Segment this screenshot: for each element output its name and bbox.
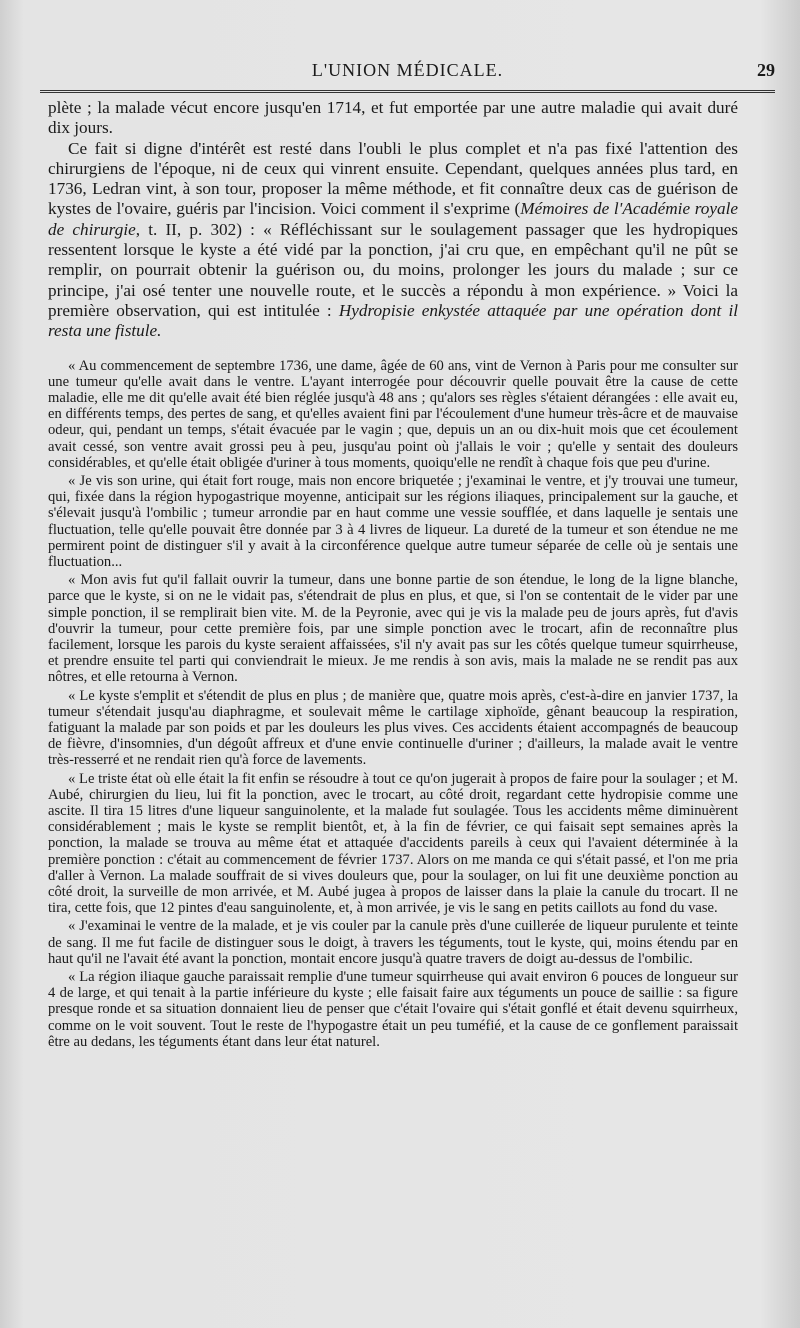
observation-paragraph: « La région iliaque gauche paraissait remplie d'une tumeur squirrheuse qui avait environ 6 pouces de longueur sur 4 de large, et qui tenait à la partie inférieure du kyste ; elle faisait faire aux téguments un pouce de saillie : sa figure presque ronde et sa situation donnaient lieu de penser que c'était l'ovaire qui s'était gonflé et était devenu squirrheux, comme on le voit souvent. Tout le reste de l'hypogastre était un peu tuméfié, et la cause de ce gonflement paraissait être au dedans, les téguments étant dans leur état naturel. — [48, 969, 738, 1050]
observation-paragraph: « Au commencement de septembre 1736, une dame, âgée de 60 ans, vint de Vernon à Paris pour me consulter sur une tumeur qu'elle avait dans le ventre. L'ayant interrogée pour découvrir quelle pouvait être la cause de cette maladie, elle me dit qu'elle avait été bien réglée jusqu'à 48 ans ; qu'alors ses règles s'étaient dérangées : elle avait eu, en différents temps, des pertes de sang, et qu'elles avaient fini par l'écoulement d'une humeur très-âcre et de mauvaise odeur, qui, pendant un temps, s'était évacuée par le vagin ; que, depuis un an ou dix-huit mois que cet écoulement avait cessé, son ventre avait grossi peu à peu, jusqu'au point où j'allais le voir ; qu'elle y sentait des douleurs considérables, et qu'elle était obligée d'uriner à tous moments, quoiqu'elle ne rendît à chaque fois que peu d'urine. — [48, 357, 738, 471]
body-text — [48, 98, 738, 1052]
observation-paragraph: « Je vis son urine, qui était fort rouge, mais non encore briquetée ; j'examinai le ventre, et j'y trouvai une tumeur, qui, fixée dans la région hypogastrique moyenne, anticipait sur les régions iliaques, principalement sur la gauche, et s'élevait jusqu'à l'ombilic ; tumeur arrondie par en haut comme une vessie soufflée, et dans laquelle je sentais une fluctuation, telle qu'elle pouvait être donnée par 3 à 4 livres de liqueur. La dureté de la tumeur et son étendue ne me permirent point de distinguer s'il y avait à la circonférence quelque autre tumeur séparée de celle où je sentais une fluctuation... — [48, 472, 738, 570]
paragraph-continuation: plète ; la malade vécut encore jusqu'en 1714, et fut emportée par une autre maladie qui avait duré dix jours. — [48, 98, 738, 138]
source-title: Mémoires de l'Académie royale de chirurgie — [48, 199, 738, 239]
observation-title: Hydropisie enkystée attaquée par une opération dont il resta une fistule. — [48, 300, 738, 341]
observation-paragraph: « Le kyste s'emplit et s'étendit de plus en plus ; de manière que, quatre mois après, c'est-à-dire en janvier 1737, la tumeur s'étendait jusqu'au diaphragme, et soulevait même le cartilage xiphoïde, gênant beaucoup la respiration, fatiguant la malade par son poids et par les douleurs les plus vives. Ces accidents étaient accompagnés de beaucoup de fièvre, d'insomnies, d'un dégoût affreux et d'une envie continuelle d'uriner ; d'ailleurs, la malade avait le ventre très-resserré et ne rendait rien qu'à force de lavements. — [48, 687, 738, 769]
lead-section — [48, 98, 738, 342]
page-number: 29 — [757, 60, 775, 80]
running-header — [40, 58, 775, 86]
observation-paragraph: « Mon avis fut qu'il fallait ouvrir la tumeur, dans une bonne partie de son étendue, le long de la ligne blanche, parce que le kyste, si on ne le vidait pas, s'étendrait de plus en plus, et que, si l'on se contentait de le vider par une simple ponction, il se remplirait bien vite. M. de la Peyronie, avec qui je vis la malade peu de jours après, fut d'avis d'ouvrir la tumeur, pour cette première fois, par une simple ponction avec le trocart, afin de reconnaître plus facilement, lorsque les parois du kyste seraient affaissées, s'il n'y avait pas sur les côtés quelque tumeur squirrheuse, et prendre ensuite tel parti qui conviendrait le mieux. Je me rendis à son avis, mais la malade ne se rendit pas aux nôtres, et elle retourna à Vernon. — [48, 572, 738, 686]
text-run: , t. II, p. 302) : « Réfléchissant sur le soulagement passager que les hydropiques ressentent lorsque le kyste a été vidé par la ponction, j'ai cru que, en empêchant qu'il ne pût se remplir, on pourrait obtenir la guérison ou, du moins, prolonger les jours du malade ; sur ce principe, j'ai osé tenter une nouvelle route, et le succès a répondu à mon expérience. » Voici la première observation, qui est intitulée : — [48, 219, 738, 320]
journal-title: L'UNION MÉDICALE. — [311, 60, 504, 80]
header-rule — [40, 90, 775, 93]
text-run: Ce fait si digne d'intérêt est resté dans l'oubli le plus complet et n'a pas fixé l'attention des chirurgiens de l'époque, ni de ceux qui vinrent ensuite. Cependant, quelques années plus tard, en 1736, Ledran vint, à son tour, proposer la même méthode, et fit connaître deux cas de guérison de kystes de l'ovaire, guéris par l'incision. Voici comment il s'exprime ( — [48, 138, 738, 219]
paragraph-ledran — [48, 139, 738, 342]
observation-paragraph: « J'examinai le ventre de la malade, et je vis couler par la canule près d'une cuillerée de liqueur purulente et teinte de sang. Il me fut facile de distinguer sous le doigt, à travers les téguments, tout le kyste, qui, moins étendu par en haut qu'il ne l'avait été avant la ponction, montait encore jusqu'à quatre travers de doigt au-dessus de l'ombilic. — [48, 918, 738, 967]
observation-paragraph: « Le triste état où elle était la fit enfin se résoudre à tout ce qu'on jugerait à propos de faire pour la soulager ; et M. Aubé, chirurgien du lieu, lui fit la ponction, avec le trocart, au côté droit, regardant cette hydropisie comme une ascite. Il tira 15 litres d'une liqueur sanguinolente, et la malade fut soulagée. Tous les accidents même diminuèrent considérablement ; mais le kyste se remplit bientôt, et, à la fin de février, ce qui faisait sept semaines après la ponction, la malade se trouva au même état et attaquée d'accidents pareils à ceux qui l'avaient déterminée à la première ponction : c'était au commencement de février 1737. Alors on me manda ce qui s'était passé, et l'on me pria d'aller à Vernon. La malade souffrait de si vives douleurs que, pour la soulager, on lui fit une deuxième ponction au côté droit, la surveille de mon arrivée, et M. Aubé jugea à propos de laisser dans la plaie la canule du trocart. Il ne tira, cette fois, que 12 pintes d'eau sanguinolente, et, à mon arrivée, je vis le sang en petits caillots au fond du vase. — [48, 770, 738, 917]
observation-quote — [48, 358, 738, 1051]
